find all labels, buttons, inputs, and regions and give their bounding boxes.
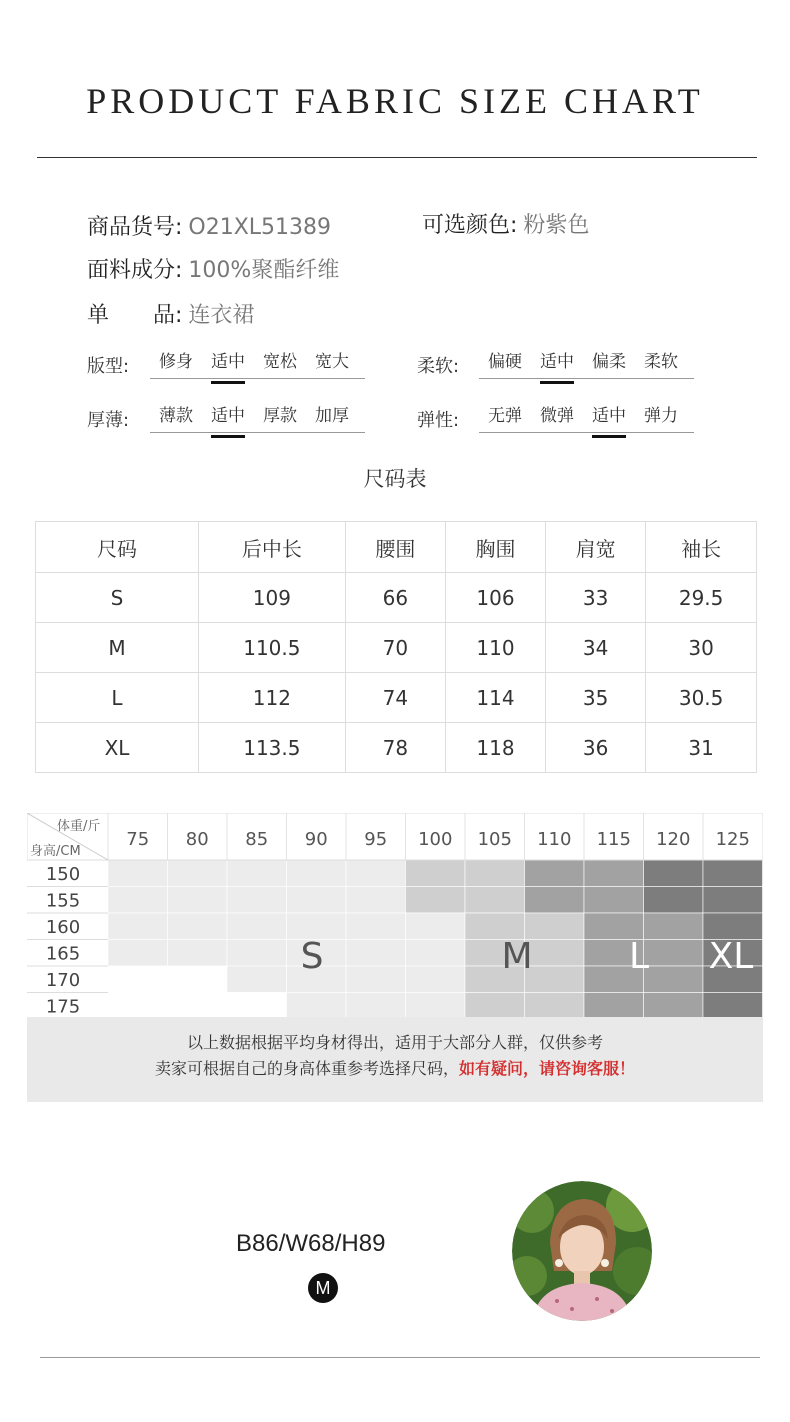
height-tick: 150	[45, 864, 81, 885]
grid-cell	[227, 940, 287, 967]
grid-cell	[108, 887, 168, 914]
size-table-row	[36, 673, 757, 723]
bottom-divider	[40, 1357, 760, 1358]
size-table-title: 尺码表	[363, 467, 427, 491]
weight-tick: 125	[715, 829, 750, 850]
table-cell: 31	[646, 723, 757, 773]
height-tick: 160	[45, 917, 81, 938]
grid-cell	[406, 940, 466, 967]
elasticity-option: 弹力	[644, 406, 678, 426]
height-tick: 155	[45, 890, 81, 912]
table-cell: 30	[646, 623, 757, 673]
fabric-value: 100%聚酯纤维	[188, 258, 340, 283]
grid-cell	[525, 860, 585, 887]
thickness-option: 薄款	[159, 406, 193, 426]
model-size-badge: M	[308, 1273, 338, 1303]
grid-cell	[584, 887, 644, 914]
grid-cell	[644, 940, 704, 967]
size-region-label: XL	[708, 936, 754, 977]
grid-cell	[465, 887, 525, 914]
table-cell: 33	[546, 573, 646, 623]
grid-cell	[406, 887, 466, 914]
grid-cell	[346, 913, 406, 940]
table-cell: XL	[36, 723, 199, 773]
grid-cell	[644, 993, 704, 1018]
grid-cell	[168, 913, 228, 940]
fit-label: 版型:	[87, 356, 130, 377]
softness-option: 适中	[531, 350, 583, 378]
size-region-label: M	[501, 936, 533, 977]
item-value: 连衣裙	[188, 303, 255, 328]
grid-cell	[108, 860, 168, 887]
thickness-option: 加厚	[315, 406, 349, 426]
grid-cell	[525, 966, 585, 993]
elasticity-label: 弹性:	[417, 410, 460, 431]
table-cell: 36	[546, 723, 646, 773]
grid-cell	[525, 940, 585, 967]
color-label: 可选颜色:	[422, 213, 518, 238]
size-region-label: L	[628, 936, 650, 977]
table-cell: S	[36, 573, 199, 623]
table-cell: 112	[199, 673, 346, 723]
grid-cell	[346, 993, 406, 1018]
weight-tick: 110	[537, 829, 572, 850]
grid-cell	[227, 860, 287, 887]
softness-options	[479, 350, 694, 379]
grid-cell	[108, 966, 168, 993]
header-cell: 袖长	[646, 522, 757, 573]
size-table-header	[36, 522, 757, 573]
grid-cell	[108, 940, 168, 967]
softness-option: 偏柔	[592, 352, 626, 372]
table-cell: 29.5	[646, 573, 757, 623]
table-cell: 110	[445, 623, 545, 673]
note-line-1: 以上数据根据平均身材得出，适用于大部分人群，仅供参考	[186, 1033, 603, 1052]
table-cell: 74	[345, 673, 445, 723]
table-cell: M	[36, 623, 199, 673]
grid-cell	[108, 913, 168, 940]
grid-cell	[168, 993, 228, 1018]
size-table-row	[36, 723, 757, 773]
grid-cell	[406, 913, 466, 940]
model-photo-image	[512, 1181, 652, 1321]
grid-cell	[406, 993, 466, 1018]
grid-cell	[227, 913, 287, 940]
softness-option: 偏硬	[488, 352, 522, 372]
header-cell: 尺码	[36, 522, 199, 573]
grid-cell	[227, 966, 287, 993]
height-tick: 175	[45, 996, 81, 1017]
grid-cell	[465, 993, 525, 1018]
item-row	[87, 298, 254, 329]
header-cell: 后中长	[199, 522, 346, 573]
table-cell: L	[36, 673, 199, 723]
grid-cell	[644, 966, 704, 993]
weight-tick: 100	[418, 829, 453, 850]
weight-tick: 95	[364, 829, 388, 850]
weight-tick: 90	[304, 829, 328, 850]
fabric-row	[87, 253, 339, 284]
fit-option: 修身	[159, 352, 193, 372]
elasticity-option: 无弹	[488, 406, 522, 426]
note-line-2	[27, 1056, 763, 1082]
grid-cell	[703, 993, 763, 1018]
table-cell: 113.5	[199, 723, 346, 773]
thickness-label: 厚薄:	[87, 410, 130, 431]
table-cell: 35	[546, 673, 646, 723]
thickness-option: 厚款	[263, 406, 297, 426]
weight-height-grid	[27, 813, 763, 1017]
table-cell: 114	[445, 673, 545, 723]
grid-cell	[346, 887, 406, 914]
grid-cell	[346, 966, 406, 993]
weight-tick: 105	[477, 829, 512, 850]
table-cell: 106	[445, 573, 545, 623]
grid-cell	[465, 860, 525, 887]
grid-cell	[168, 887, 228, 914]
sku-row	[87, 210, 331, 241]
grid-cell	[703, 860, 763, 887]
size-table	[35, 521, 757, 773]
weight-tick: 85	[245, 829, 269, 850]
title-divider	[37, 157, 757, 158]
weight-tick: 75	[126, 829, 150, 850]
height-axis-label: 身高/CM	[30, 844, 81, 859]
reference-note	[27, 1017, 763, 1102]
grid-cell	[108, 993, 168, 1018]
height-tick: 170	[45, 970, 81, 991]
grid-cell	[346, 940, 406, 967]
fit-options	[150, 350, 365, 379]
size-table-row	[36, 573, 757, 623]
item-label: 单 品:	[87, 303, 183, 328]
grid-cell	[287, 887, 347, 914]
color-value: 粉紫色	[523, 213, 590, 238]
grid-cell	[227, 887, 287, 914]
table-cell: 118	[445, 723, 545, 773]
softness-option: 柔软	[644, 352, 678, 372]
header-cell: 肩宽	[546, 522, 646, 573]
table-cell: 110.5	[199, 623, 346, 673]
fit-option: 适中	[202, 350, 254, 378]
height-tick: 165	[45, 943, 81, 965]
grid-cell	[227, 993, 287, 1018]
grid-cell	[168, 860, 228, 887]
fit-option: 宽松	[263, 352, 297, 372]
elasticity-options	[479, 404, 694, 433]
table-cell: 34	[546, 623, 646, 673]
size-table-row	[36, 623, 757, 673]
table-cell: 66	[345, 573, 445, 623]
grid-cell	[584, 860, 644, 887]
grid-cell	[525, 887, 585, 914]
elasticity-option: 微弹	[540, 406, 574, 426]
grid-cell	[584, 993, 644, 1018]
weight-tick: 115	[596, 829, 631, 850]
grid-cell	[168, 940, 228, 967]
grid-cell	[525, 993, 585, 1018]
weight-tick: 120	[656, 829, 691, 850]
size-region-label: S	[300, 936, 324, 977]
grid-cell	[406, 966, 466, 993]
header-cell: 胸围	[445, 522, 545, 573]
grid-cell	[287, 860, 347, 887]
sku-label: 商品货号:	[87, 215, 183, 240]
model-photo	[512, 1181, 652, 1321]
grid-cell	[168, 966, 228, 993]
table-cell: 30.5	[646, 673, 757, 723]
weight-axis-label: 体重/斤	[57, 819, 101, 834]
table-cell: 109	[199, 573, 346, 623]
grid-cell	[703, 887, 763, 914]
elasticity-option: 适中	[583, 404, 635, 432]
fabric-label: 面料成分:	[87, 258, 183, 283]
table-cell: 78	[345, 723, 445, 773]
note-contact-text: 如有疑问，请咨询客服！	[459, 1059, 636, 1078]
sku-value: O21XL51389	[188, 215, 332, 240]
model-measurements: B86/W68/H89	[236, 1230, 386, 1257]
grid-cell	[406, 860, 466, 887]
thickness-options	[150, 404, 365, 433]
note-line-2a: 卖家可根据自己的身高体重参考选择尺码，	[154, 1059, 459, 1078]
fit-option: 宽大	[315, 352, 349, 372]
table-cell: 70	[345, 623, 445, 673]
thickness-option: 适中	[202, 404, 254, 432]
color-row	[422, 208, 589, 239]
grid-cell	[287, 993, 347, 1018]
grid-cell	[644, 887, 704, 914]
page-title: PRODUCT FABRIC SIZE CHART	[86, 81, 704, 121]
grid-cell	[644, 913, 704, 940]
grid-cell	[644, 860, 704, 887]
grid-cell	[525, 913, 585, 940]
weight-tick: 80	[185, 829, 209, 850]
header-cell: 腰围	[345, 522, 445, 573]
grid-cell	[346, 860, 406, 887]
softness-label: 柔软:	[417, 356, 460, 377]
